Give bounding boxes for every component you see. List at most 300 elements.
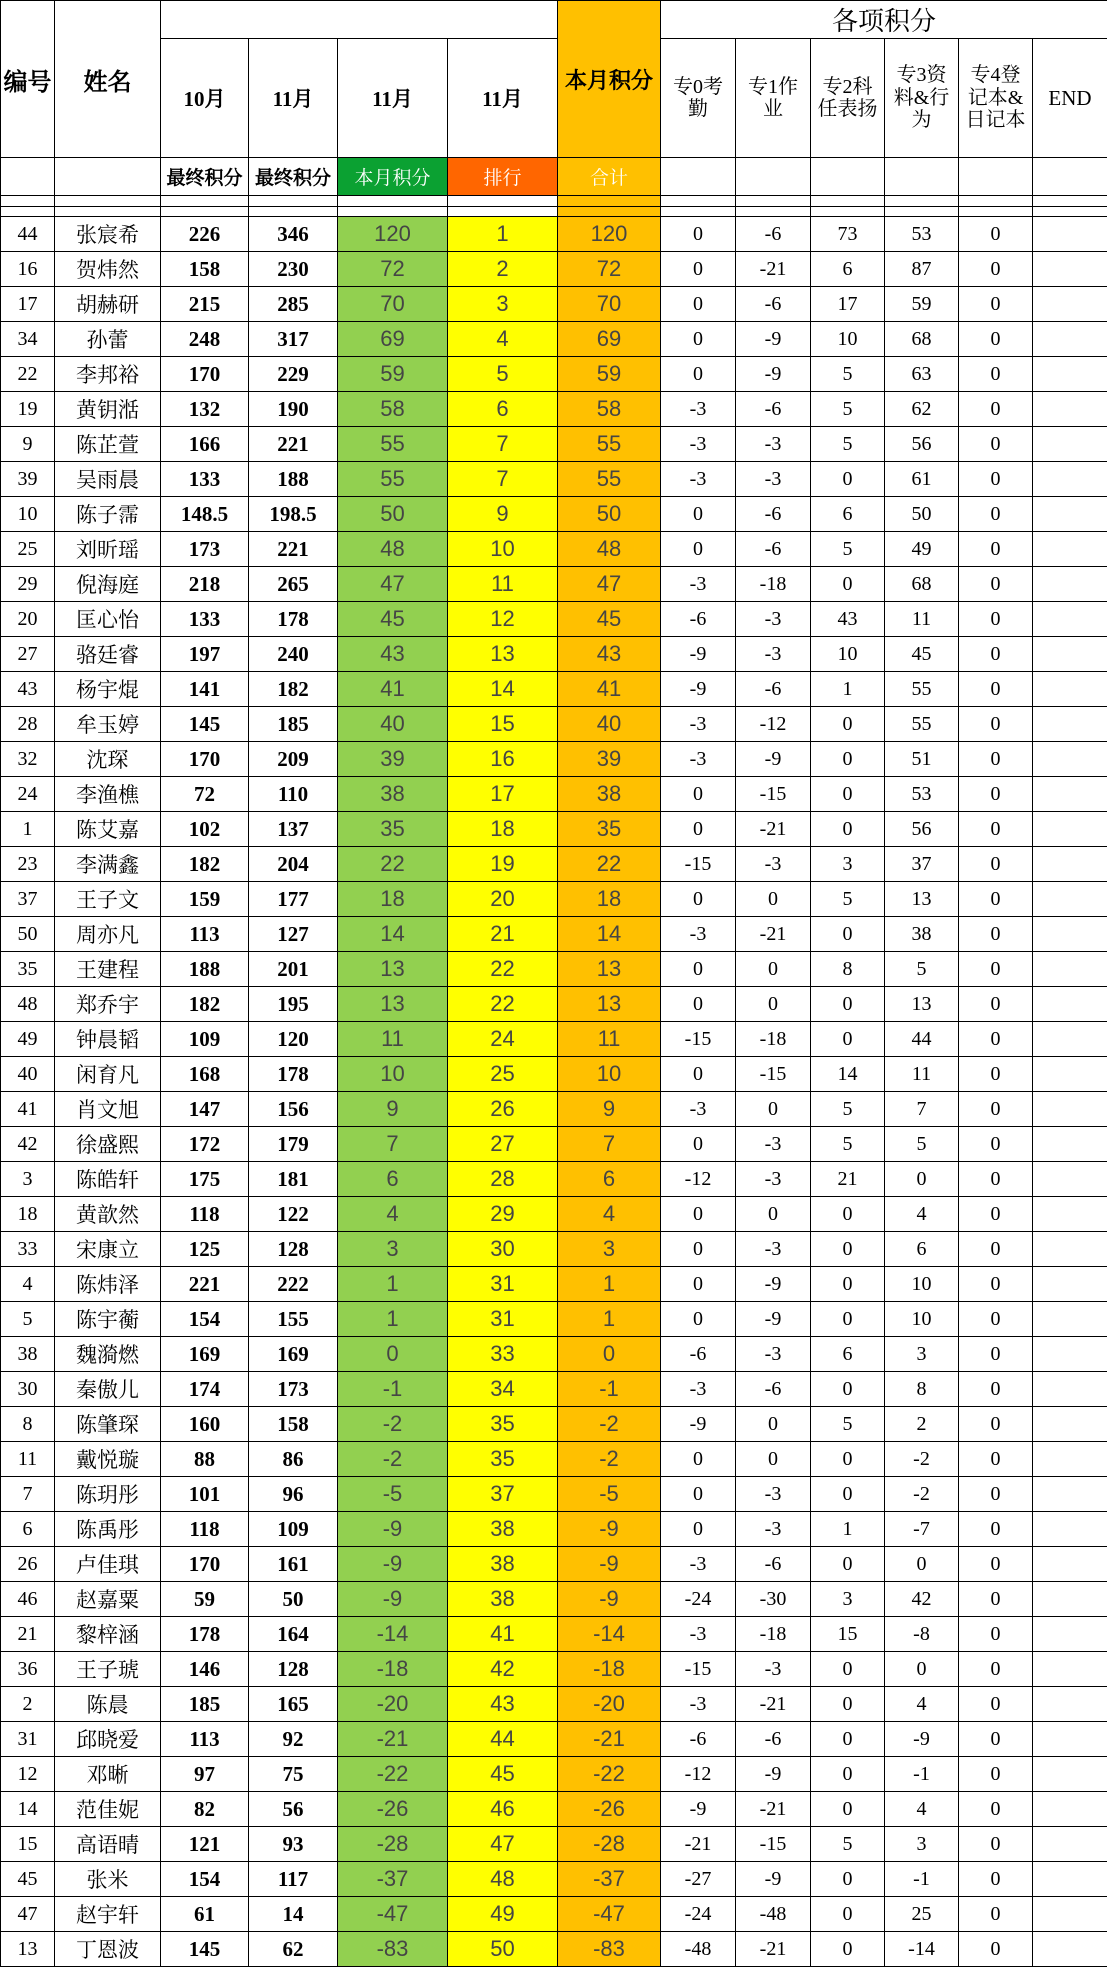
cell-rank[interactable]: 31 — [448, 1267, 558, 1302]
spacer-cell[interactable] — [1033, 207, 1107, 217]
cell-homework[interactable]: -21 — [736, 1687, 811, 1722]
cell-attendance[interactable]: -21 — [661, 1827, 736, 1862]
cell-rank[interactable]: 44 — [448, 1722, 558, 1757]
cell-total[interactable]: -2 — [558, 1407, 661, 1442]
cell-total[interactable]: 13 — [558, 987, 661, 1022]
cell-rank[interactable]: 11 — [448, 567, 558, 602]
cell-notebook[interactable]: 0 — [959, 1792, 1033, 1827]
cell-nov-final[interactable]: 120 — [249, 1022, 338, 1057]
cell-nov-final[interactable]: 96 — [249, 1477, 338, 1512]
cell-rank[interactable]: 33 — [448, 1337, 558, 1372]
cell-id[interactable]: 9 — [1, 427, 55, 462]
cell-end[interactable] — [1033, 392, 1107, 427]
cell-month-points[interactable]: 55 — [338, 462, 448, 497]
cell-month-points[interactable]: -20 — [338, 1687, 448, 1722]
cell-end[interactable] — [1033, 462, 1107, 497]
cell-homework[interactable]: -15 — [736, 1827, 811, 1862]
cell-praise[interactable]: 0 — [811, 1792, 885, 1827]
cell-total[interactable]: -9 — [558, 1582, 661, 1617]
cell-id[interactable]: 33 — [1, 1232, 55, 1267]
cell-id[interactable]: 34 — [1, 322, 55, 357]
cell-name[interactable]: 胡赫研 — [55, 287, 161, 322]
cell-materials[interactable]: 0 — [885, 1547, 959, 1582]
subheader-empty[interactable] — [736, 158, 811, 196]
cell-rank[interactable]: 41 — [448, 1617, 558, 1652]
cell-id[interactable]: 45 — [1, 1862, 55, 1897]
cell-attendance[interactable]: -3 — [661, 1547, 736, 1582]
cell-end[interactable] — [1033, 497, 1107, 532]
cell-name[interactable]: 秦傲儿 — [55, 1372, 161, 1407]
cell-homework[interactable]: -9 — [736, 1862, 811, 1897]
cell-rank[interactable]: 30 — [448, 1232, 558, 1267]
cell-id[interactable]: 13 — [1, 1932, 55, 1967]
cell-attendance[interactable]: -9 — [661, 1407, 736, 1442]
cell-name[interactable]: 陈皓轩 — [55, 1162, 161, 1197]
cell-name[interactable]: 黎梓涵 — [55, 1617, 161, 1652]
cell-homework[interactable]: -3 — [736, 427, 811, 462]
cell-attendance[interactable]: 0 — [661, 1442, 736, 1477]
spacer-cell[interactable] — [338, 196, 448, 207]
cell-notebook[interactable]: 0 — [959, 742, 1033, 777]
cell-materials[interactable]: 11 — [885, 602, 959, 637]
cell-rank[interactable]: 25 — [448, 1057, 558, 1092]
cell-id[interactable]: 32 — [1, 742, 55, 777]
cell-attendance[interactable]: -3 — [661, 1372, 736, 1407]
cell-total[interactable]: -26 — [558, 1792, 661, 1827]
cell-notebook[interactable]: 0 — [959, 1407, 1033, 1442]
cell-attendance[interactable]: -12 — [661, 1757, 736, 1792]
cell-month-points[interactable]: -21 — [338, 1722, 448, 1757]
cell-rank[interactable]: 16 — [448, 742, 558, 777]
cell-rank[interactable]: 50 — [448, 1932, 558, 1967]
cell-month-points[interactable]: 0 — [338, 1337, 448, 1372]
cell-nov-final[interactable]: 185 — [249, 707, 338, 742]
cell-month-points[interactable]: -2 — [338, 1442, 448, 1477]
cell-month-points[interactable]: 22 — [338, 847, 448, 882]
cell-id[interactable]: 42 — [1, 1127, 55, 1162]
cell-id[interactable]: 15 — [1, 1827, 55, 1862]
cell-rank[interactable]: 13 — [448, 637, 558, 672]
cell-rank[interactable]: 20 — [448, 882, 558, 917]
cell-oct-final[interactable]: 133 — [161, 462, 249, 497]
cell-total[interactable]: 18 — [558, 882, 661, 917]
cell-notebook[interactable]: 0 — [959, 637, 1033, 672]
cell-month-points[interactable]: -1 — [338, 1372, 448, 1407]
cell-notebook[interactable]: 0 — [959, 917, 1033, 952]
cell-nov-final[interactable]: 222 — [249, 1267, 338, 1302]
cell-name[interactable]: 邓晰 — [55, 1757, 161, 1792]
cell-total[interactable]: 55 — [558, 427, 661, 462]
cell-name[interactable]: 张宸希 — [55, 217, 161, 252]
cell-total[interactable]: 38 — [558, 777, 661, 812]
cell-notebook[interactable]: 0 — [959, 1897, 1033, 1932]
cell-materials[interactable]: 4 — [885, 1687, 959, 1722]
cell-notebook[interactable]: 0 — [959, 672, 1033, 707]
cell-total[interactable]: -14 — [558, 1617, 661, 1652]
cell-id[interactable]: 38 — [1, 1337, 55, 1372]
cell-homework[interactable]: -6 — [736, 392, 811, 427]
spacer-cell[interactable] — [885, 196, 959, 207]
cell-month-points[interactable]: 58 — [338, 392, 448, 427]
cell-total[interactable]: 70 — [558, 287, 661, 322]
cell-attendance[interactable]: 0 — [661, 287, 736, 322]
cell-materials[interactable]: 68 — [885, 322, 959, 357]
cell-attendance[interactable]: 0 — [661, 882, 736, 917]
cell-notebook[interactable]: 0 — [959, 497, 1033, 532]
cell-total[interactable]: 1 — [558, 1302, 661, 1337]
cell-attendance[interactable]: -48 — [661, 1932, 736, 1967]
cell-id[interactable]: 29 — [1, 567, 55, 602]
cell-id[interactable]: 26 — [1, 1547, 55, 1582]
cell-homework[interactable]: -12 — [736, 707, 811, 742]
cell-rank[interactable]: 21 — [448, 917, 558, 952]
cell-nov-final[interactable]: 201 — [249, 952, 338, 987]
subheader-rank[interactable]: 排行 — [448, 158, 558, 196]
cell-total[interactable]: -28 — [558, 1827, 661, 1862]
cell-praise[interactable]: 5 — [811, 1092, 885, 1127]
cell-rank[interactable]: 1 — [448, 217, 558, 252]
cell-attendance[interactable]: -6 — [661, 602, 736, 637]
cell-praise[interactable]: 0 — [811, 1652, 885, 1687]
cell-praise[interactable]: 14 — [811, 1057, 885, 1092]
cell-id[interactable]: 7 — [1, 1477, 55, 1512]
cell-nov-final[interactable]: 221 — [249, 532, 338, 567]
cell-attendance[interactable]: 0 — [661, 322, 736, 357]
cell-nov-final[interactable]: 195 — [249, 987, 338, 1022]
cell-nov-final[interactable]: 317 — [249, 322, 338, 357]
cell-materials[interactable]: 0 — [885, 1162, 959, 1197]
cell-materials[interactable]: 2 — [885, 1407, 959, 1442]
cell-praise[interactable]: 0 — [811, 1757, 885, 1792]
cell-id[interactable]: 44 — [1, 217, 55, 252]
spacer-cell[interactable] — [736, 196, 811, 207]
cell-end[interactable] — [1033, 1617, 1107, 1652]
cell-notebook[interactable]: 0 — [959, 1932, 1033, 1967]
cell-oct-final[interactable]: 102 — [161, 812, 249, 847]
cell-attendance[interactable]: -6 — [661, 1722, 736, 1757]
cell-end[interactable] — [1033, 707, 1107, 742]
cell-attendance[interactable]: 0 — [661, 812, 736, 847]
cell-attendance[interactable]: 0 — [661, 952, 736, 987]
cell-materials[interactable]: 4 — [885, 1792, 959, 1827]
cell-oct-final[interactable]: 173 — [161, 532, 249, 567]
cell-attendance[interactable]: 0 — [661, 252, 736, 287]
cell-homework[interactable]: -18 — [736, 1617, 811, 1652]
cell-notebook[interactable]: 0 — [959, 952, 1033, 987]
cell-end[interactable] — [1033, 1547, 1107, 1582]
cell-nov-final[interactable]: 156 — [249, 1092, 338, 1127]
cell-nov-final[interactable]: 75 — [249, 1757, 338, 1792]
cell-materials[interactable]: 53 — [885, 777, 959, 812]
cell-praise[interactable]: 5 — [811, 532, 885, 567]
spacer-cell[interactable] — [448, 207, 558, 217]
cell-materials[interactable]: 62 — [885, 392, 959, 427]
cell-attendance[interactable]: 0 — [661, 1267, 736, 1302]
cell-notebook[interactable]: 0 — [959, 1302, 1033, 1337]
cell-total[interactable]: 55 — [558, 462, 661, 497]
cell-total[interactable]: 13 — [558, 952, 661, 987]
cell-name[interactable]: 王子琥 — [55, 1652, 161, 1687]
cell-praise[interactable]: 0 — [811, 1442, 885, 1477]
subheader-empty-name[interactable] — [55, 158, 161, 196]
cell-materials[interactable]: 0 — [885, 1652, 959, 1687]
cell-rank[interactable]: 48 — [448, 1862, 558, 1897]
subheader-empty-id[interactable] — [1, 158, 55, 196]
cell-total[interactable]: -37 — [558, 1862, 661, 1897]
cell-end[interactable] — [1033, 1792, 1107, 1827]
cell-end[interactable] — [1033, 252, 1107, 287]
cell-id[interactable]: 30 — [1, 1372, 55, 1407]
cell-praise[interactable]: 6 — [811, 1337, 885, 1372]
cell-end[interactable] — [1033, 1337, 1107, 1372]
cell-notebook[interactable]: 0 — [959, 357, 1033, 392]
cell-homework[interactable]: -9 — [736, 322, 811, 357]
cell-month-points[interactable]: -28 — [338, 1827, 448, 1862]
cell-oct-final[interactable]: 113 — [161, 1722, 249, 1757]
cell-id[interactable]: 6 — [1, 1512, 55, 1547]
cell-month-points[interactable]: 45 — [338, 602, 448, 637]
cell-homework[interactable]: -21 — [736, 1792, 811, 1827]
spacer-cell[interactable] — [249, 207, 338, 217]
cell-end[interactable] — [1033, 1092, 1107, 1127]
cell-total[interactable]: 58 — [558, 392, 661, 427]
cell-materials[interactable]: 37 — [885, 847, 959, 882]
cell-rank[interactable]: 7 — [448, 427, 558, 462]
cell-notebook[interactable]: 0 — [959, 1652, 1033, 1687]
cell-praise[interactable]: 5 — [811, 1407, 885, 1442]
cell-total[interactable]: 35 — [558, 812, 661, 847]
cell-materials[interactable]: 51 — [885, 742, 959, 777]
cell-month-points[interactable]: 9 — [338, 1092, 448, 1127]
cell-materials[interactable]: 87 — [885, 252, 959, 287]
cell-nov-final[interactable]: 86 — [249, 1442, 338, 1477]
cell-end[interactable] — [1033, 1652, 1107, 1687]
cell-praise[interactable]: 0 — [811, 812, 885, 847]
cell-homework[interactable]: -3 — [736, 1232, 811, 1267]
cell-praise[interactable]: 15 — [811, 1617, 885, 1652]
cell-attendance[interactable]: 0 — [661, 1477, 736, 1512]
cell-praise[interactable]: 0 — [811, 1722, 885, 1757]
cell-notebook[interactable]: 0 — [959, 252, 1033, 287]
cell-attendance[interactable]: -12 — [661, 1162, 736, 1197]
cell-oct-final[interactable]: 113 — [161, 917, 249, 952]
cell-total[interactable]: 7 — [558, 1127, 661, 1162]
cell-oct-final[interactable]: 118 — [161, 1512, 249, 1547]
cell-materials[interactable]: -1 — [885, 1757, 959, 1792]
cell-homework[interactable]: -6 — [736, 672, 811, 707]
cell-oct-final[interactable]: 118 — [161, 1197, 249, 1232]
cell-notebook[interactable]: 0 — [959, 1512, 1033, 1547]
cell-oct-final[interactable]: 170 — [161, 742, 249, 777]
cell-name[interactable]: 陈禹彤 — [55, 1512, 161, 1547]
cell-nov-final[interactable]: 161 — [249, 1547, 338, 1582]
cell-name[interactable]: 周亦凡 — [55, 917, 161, 952]
cell-praise[interactable]: 5 — [811, 882, 885, 917]
cell-name[interactable]: 沈琛 — [55, 742, 161, 777]
cell-end[interactable] — [1033, 777, 1107, 812]
cell-month-points[interactable]: 18 — [338, 882, 448, 917]
spacer-cell[interactable] — [161, 207, 249, 217]
cell-notebook[interactable]: 0 — [959, 777, 1033, 812]
cell-nov-final[interactable]: 128 — [249, 1232, 338, 1267]
cell-id[interactable]: 39 — [1, 462, 55, 497]
cell-homework[interactable]: -18 — [736, 1022, 811, 1057]
cell-rank[interactable]: 2 — [448, 252, 558, 287]
cell-rank[interactable]: 14 — [448, 672, 558, 707]
header-nov-month[interactable]: 11月 — [338, 39, 448, 158]
cell-homework[interactable]: -9 — [736, 742, 811, 777]
cell-oct-final[interactable]: 185 — [161, 1687, 249, 1722]
cell-total[interactable]: 47 — [558, 567, 661, 602]
cell-materials[interactable]: 49 — [885, 532, 959, 567]
cell-month-points[interactable]: -9 — [338, 1512, 448, 1547]
cell-rank[interactable]: 47 — [448, 1827, 558, 1862]
cell-oct-final[interactable]: 158 — [161, 252, 249, 287]
cell-name[interactable]: 邱晓爱 — [55, 1722, 161, 1757]
spacer-cell[interactable] — [1, 207, 55, 217]
cell-rank[interactable]: 42 — [448, 1652, 558, 1687]
cell-oct-final[interactable]: 170 — [161, 1547, 249, 1582]
cell-attendance[interactable]: -3 — [661, 462, 736, 497]
cell-name[interactable]: 陈子霈 — [55, 497, 161, 532]
spacer-cell[interactable] — [338, 207, 448, 217]
cell-total[interactable]: 41 — [558, 672, 661, 707]
cell-praise[interactable]: 0 — [811, 462, 885, 497]
cell-total[interactable]: 50 — [558, 497, 661, 532]
cell-month-points[interactable]: 4 — [338, 1197, 448, 1232]
cell-end[interactable] — [1033, 1757, 1107, 1792]
cell-nov-final[interactable]: 128 — [249, 1652, 338, 1687]
cell-month-points[interactable]: 1 — [338, 1302, 448, 1337]
cell-nov-final[interactable]: 188 — [249, 462, 338, 497]
cell-total[interactable]: 72 — [558, 252, 661, 287]
cell-notebook[interactable]: 0 — [959, 1057, 1033, 1092]
cell-oct-final[interactable]: 215 — [161, 287, 249, 322]
cell-praise[interactable]: 3 — [811, 847, 885, 882]
cell-praise[interactable]: 17 — [811, 287, 885, 322]
cell-rank[interactable]: 43 — [448, 1687, 558, 1722]
cell-attendance[interactable]: -15 — [661, 847, 736, 882]
cell-materials[interactable]: 13 — [885, 987, 959, 1022]
cell-notebook[interactable]: 0 — [959, 1687, 1033, 1722]
cell-materials[interactable]: 7 — [885, 1092, 959, 1127]
cell-id[interactable]: 16 — [1, 252, 55, 287]
cell-homework[interactable]: -3 — [736, 847, 811, 882]
cell-homework[interactable]: -15 — [736, 1057, 811, 1092]
spacer-cell[interactable] — [885, 207, 959, 217]
cell-id[interactable]: 1 — [1, 812, 55, 847]
cell-name[interactable]: 卢佳琪 — [55, 1547, 161, 1582]
cell-month-points[interactable]: 120 — [338, 217, 448, 252]
cell-homework[interactable]: -21 — [736, 1932, 811, 1967]
cell-id[interactable]: 47 — [1, 1897, 55, 1932]
cell-end[interactable] — [1033, 672, 1107, 707]
cell-nov-final[interactable]: 56 — [249, 1792, 338, 1827]
cell-oct-final[interactable]: 82 — [161, 1792, 249, 1827]
cell-name[interactable]: 倪海庭 — [55, 567, 161, 602]
cell-homework[interactable]: -3 — [736, 1652, 811, 1687]
cell-nov-final[interactable]: 265 — [249, 567, 338, 602]
cell-praise[interactable]: 1 — [811, 672, 885, 707]
spacer-cell[interactable] — [1, 196, 55, 207]
cell-materials[interactable]: -7 — [885, 1512, 959, 1547]
cell-month-points[interactable]: -83 — [338, 1932, 448, 1967]
cell-attendance[interactable]: 0 — [661, 1057, 736, 1092]
cell-oct-final[interactable]: 221 — [161, 1267, 249, 1302]
cell-homework[interactable]: -6 — [736, 217, 811, 252]
cell-homework[interactable]: -6 — [736, 1372, 811, 1407]
cell-id[interactable]: 43 — [1, 672, 55, 707]
cell-end[interactable] — [1033, 1162, 1107, 1197]
cell-homework[interactable]: -3 — [736, 1337, 811, 1372]
cell-nov-final[interactable]: 110 — [249, 777, 338, 812]
cell-id[interactable]: 27 — [1, 637, 55, 672]
cell-rank[interactable]: 27 — [448, 1127, 558, 1162]
cell-homework[interactable]: -18 — [736, 567, 811, 602]
cell-end[interactable] — [1033, 917, 1107, 952]
cell-oct-final[interactable]: 147 — [161, 1092, 249, 1127]
cell-homework[interactable]: -6 — [736, 532, 811, 567]
cell-end[interactable] — [1033, 812, 1107, 847]
cell-praise[interactable]: 0 — [811, 1477, 885, 1512]
cell-name[interactable]: 闲育凡 — [55, 1057, 161, 1092]
cell-month-points[interactable]: 13 — [338, 952, 448, 987]
cell-id[interactable]: 21 — [1, 1617, 55, 1652]
cell-attendance[interactable]: -3 — [661, 1092, 736, 1127]
cell-end[interactable] — [1033, 1267, 1107, 1302]
cell-id[interactable]: 12 — [1, 1757, 55, 1792]
cell-month-points[interactable]: 70 — [338, 287, 448, 322]
cell-rank[interactable]: 5 — [448, 357, 558, 392]
cell-id[interactable]: 46 — [1, 1582, 55, 1617]
cell-nov-final[interactable]: 14 — [249, 1897, 338, 1932]
cell-praise[interactable]: 5 — [811, 357, 885, 392]
cell-homework[interactable]: -6 — [736, 1722, 811, 1757]
cell-notebook[interactable]: 0 — [959, 462, 1033, 497]
subheader-final-nov[interactable]: 最终积分 — [249, 158, 338, 196]
cell-name[interactable]: 黄钥湉 — [55, 392, 161, 427]
cell-nov-final[interactable]: 50 — [249, 1582, 338, 1617]
cell-nov-final[interactable]: 209 — [249, 742, 338, 777]
cell-oct-final[interactable]: 168 — [161, 1057, 249, 1092]
cell-end[interactable] — [1033, 1407, 1107, 1442]
subheader-total[interactable]: 合计 — [558, 158, 661, 196]
subheader-final-oct[interactable]: 最终积分 — [161, 158, 249, 196]
cell-attendance[interactable]: -3 — [661, 707, 736, 742]
cell-rank[interactable]: 31 — [448, 1302, 558, 1337]
cell-praise[interactable]: 6 — [811, 252, 885, 287]
cell-end[interactable] — [1033, 1442, 1107, 1477]
cell-month-points[interactable]: 1 — [338, 1267, 448, 1302]
cell-attendance[interactable]: -9 — [661, 637, 736, 672]
cell-notebook[interactable]: 0 — [959, 812, 1033, 847]
cell-materials[interactable]: 10 — [885, 1302, 959, 1337]
cell-id[interactable]: 41 — [1, 1092, 55, 1127]
cell-name[interactable]: 丁恩波 — [55, 1932, 161, 1967]
cell-end[interactable] — [1033, 952, 1107, 987]
cell-oct-final[interactable]: 72 — [161, 777, 249, 812]
cell-praise[interactable]: 73 — [811, 217, 885, 252]
cell-id[interactable]: 18 — [1, 1197, 55, 1232]
cell-total[interactable]: -83 — [558, 1932, 661, 1967]
cell-praise[interactable]: 0 — [811, 1267, 885, 1302]
cell-homework[interactable]: -3 — [736, 1512, 811, 1547]
cell-rank[interactable]: 10 — [448, 532, 558, 567]
cell-name[interactable]: 宋康立 — [55, 1232, 161, 1267]
cell-materials[interactable]: -8 — [885, 1617, 959, 1652]
cell-notebook[interactable]: 0 — [959, 707, 1033, 742]
cell-rank[interactable]: 38 — [448, 1582, 558, 1617]
